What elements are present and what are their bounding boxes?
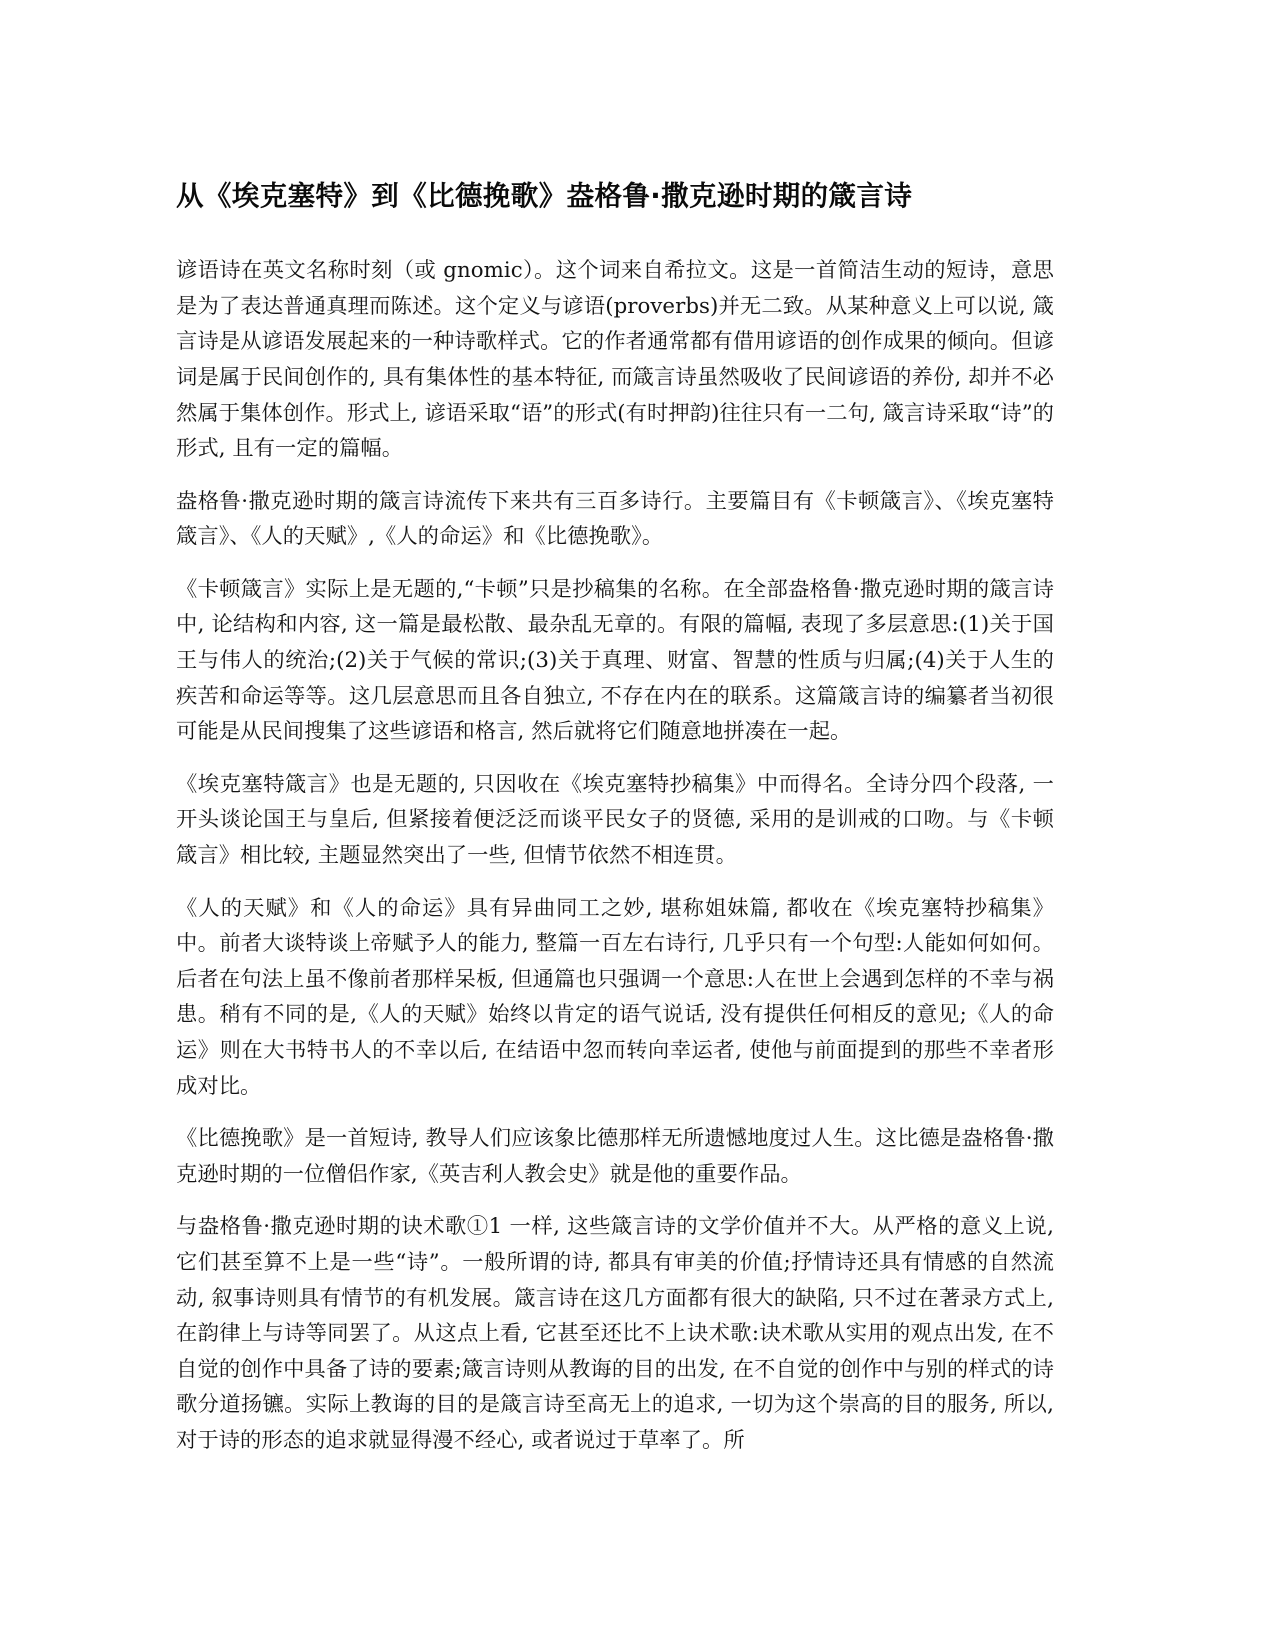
body-paragraph-7: 与盎格鲁·撒克逊时期的诀术歌①1 一样, 这些箴言诗的文学价值并不大。从严格的意义上说, 它们甚至算不上是一些“诗”。一般所谓的诗, 都具有审美的价值;抒情诗还具有情感的自然流动, 叙事诗则具有情节的有机发展。箴言诗在这几方面都有很大的缺陷, 只不过在著录方式上, 在韵律上与诗等同罢了。从这点上看, 它甚至还比不上诀术歌:诀术歌从实用的观点出发, 在不自觉的创作中具备了诗的要素;箴言诗则从教诲的目的出发, 在不自觉的创作中与别的样式的诗歌分道扬镳。实际上教诲的目的是箴言诗至高无上的追求, 一切为这个崇高的目的服务, 所以, 对于诗的形态的追求就显得漫不经心, 或者说过于草率了。所 [176,1214,1054,1453]
body-paragraph-6: 《比德挽歌》是一首短诗, 教导人们应该象比德那样无所遗憾地度过人生。这比德是盎格鲁·撒克逊时期的一位僧侣作家,《英吉利人教会史》就是他的重要作品。 [176,1126,1054,1187]
body-paragraph-4: 《埃克塞特箴言》也是无题的, 只因收在《埃克塞特抄稿集》中而得名。全诗分四个段落, 一开头谈论国王与皇后, 但紧接着便泛泛而谈平民女子的贤德, 采用的是训戒的口吻。与《卡顿箴言》相比较, 主题显然突出了一些, 但情节依然不相连贯。 [176,771,1054,869]
body-paragraph-3: 《卡顿箴言》实际上是无题的,“卡顿”只是抄稿集的名称。在全部盎格鲁·撒克逊时期的箴言诗中, 论结构和内容, 这一篇是最松散、最杂乱无章的。有限的篇幅, 表现了多层意思:(1)关于国王与伟人的统治;(2)关于气候的常识;(3)关于真理、财富、智慧的性质与归属;(4)关于人生的疾苦和命运等等。这几层意思而且各自独立, 不存在内在的联系。这篇箴言诗的编纂者当初很可能是从民间搜集了这些谚语和格言, 然后就将它们随意地拼凑在一起。 [176,576,1054,745]
page-title: 从《埃克塞特》到《比德挽歌》盎格鲁·撒克逊时期的箴言诗 [176,180,913,212]
document-content [176,178,1054,1459]
body-paragraph-2: 盎格鲁·撒克逊时期的箴言诗流传下来共有三百多诗行。主要篇目有《卡顿箴言》、《埃克塞特箴言》、《人的天赋》,《人的命运》和《比德挽歌》。 [176,488,1054,550]
body-paragraph-1: 谚语诗在英文名称时刻（或 gnomic）。这个词来自希拉文。这是一首简洁生动的短诗，意思是为了表达普通真理而陈述。这个定义与谚语(proverbs)并无二致。从某种意义上可以说, 箴言诗是从谚语发展起来的一种诗歌样式。它的作者通常都有借用谚语的创作成果的倾向。但谚词是属于民间创作的, 具有集体性的基本特征, 而箴言诗虽然吸收了民间谚语的养份, 却并不必然属于集体创作。形式上, 谚语采取“语”的形式(有时押韵)往往只有一二句, 箴言诗采取“诗”的形式, 且有一定的篇幅。 [176,258,1054,462]
body-paragraph-5: 《人的天赋》和《人的命运》具有异曲同工之妙, 堪称姐妹篇, 都收在《埃克塞特抄稿集》中。前者大谈特谈上帝赋予人的能力, 整篇一百左右诗行, 几乎只有一个句型:人能如何如何。后者在句法上虽不像前者那样呆板, 但通篇也只强调一个意思:人在世上会遇到怎样的不幸与祸患。稍有不同的是,《人的天赋》始终以肯定的语气说话, 没有提供任何相反的意见;《人的命运》则在大书特书人的不幸以后, 在结语中忽而转向幸运者, 使他与前面提到的那些不幸者形成对比。 [176,895,1054,1099]
